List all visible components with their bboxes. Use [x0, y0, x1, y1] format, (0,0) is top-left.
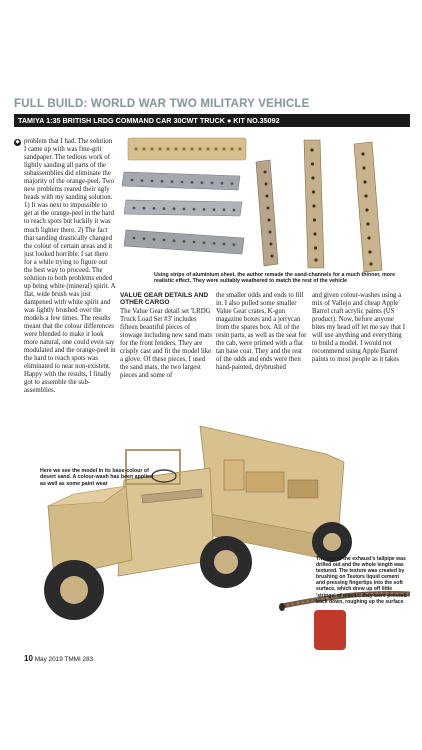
sand-channels-photo — [120, 132, 410, 285]
sand-mat-strip — [128, 138, 246, 160]
kit-info-bar: TAMIYA 1:35 BRITISH LRDG COMMAND CAR 30CWT TRUCK ● KIT NO.35092 — [14, 114, 410, 127]
weathered-channel-3 — [354, 142, 382, 272]
weathered-channel-1 — [256, 160, 278, 266]
article-series-title: FULL BUILD: WORLD WAR TWO MILITARY VEHICLE — [14, 98, 310, 110]
body-text-col4: and given colour-washes using a mix of Vallejo and cheap Apple Barrel craft acrylic paints (US product). Now, before anyone bites my head off let me say that I will use anything and everything to build a model. I would not recommend using Apple Barrel paints to most people as it takes — [312, 292, 405, 364]
truck-body — [48, 426, 344, 578]
body-text-col2: The Value Gear detail set 'LRDG Truck Load Set #3' includes fifteen beautiful pieces of stowage including new sand mats for the front fenders. They are crisply cast and fit the model like a glove. Of these pieces, I used the sand mats, the two largest pieces and some of — [120, 307, 212, 380]
weathered-channel-2 — [304, 140, 324, 268]
body-text-col3: the smaller odds and ends to fill in. I also pulled some smaller Value Gear crates, K-gun magazine boxes and a jerrycan from the spares box. All of the resin parts, as well as the seat for the cab, were primed with a flat tan base coat. They and the rest of the odds and ends were then hand-painted, drybrushed — [216, 292, 307, 372]
section-heading-value-gear: VALUE GEAR DETAILS AND OTHER CARGO — [120, 292, 209, 307]
photo-caption-base-colour: Here we see the model in its base-colour of desert sand. A colour-wash has been applied as well as some paint wear — [40, 468, 154, 487]
continuation-bullet-icon: ◆ — [15, 139, 20, 145]
truck-wheel-front — [44, 560, 104, 620]
aluminium-strip-2 — [124, 200, 242, 216]
aluminium-strip-1 — [122, 172, 240, 190]
truck-model-photo — [14, 410, 410, 650]
body-text-col1: problem that I had. The solution I came up with was fine-grit sandpaper. The tedious work of lightly sanding all parts of the subassemblies did eliminate the majority of the orange-peel. Two new problems reared their ugly heads with my sanding solution. 1) It was next to impossible to get at the orange-peel in the hard to reach spots but luckily it was much lighter there. 2) The fact that sanding drastically changed the colour of certain areas and it just looked horrible. I sat there for a while trying to figure out the best way to proceed. The solution to both problems ended up being white (mineral) spirit. A flat, wide brush was just dampened with white spirit and was lightly brushed over the models a few times. The results meant that the colour differences were blended to make it look more natural, one could even say modulated and the orange-peel in the hard to reach spots was eliminated to near non-existent. Happy with the results, I finally got to assemble the sub-assemblies. — [24, 138, 116, 395]
issue-info: May 2019 TMMI 283 — [34, 656, 94, 663]
page-number: 10 — [24, 654, 33, 663]
photo-caption-sand-channels: Using strips of aluminium sheet, the author remade the sand-channels for a much thinner, more realistic effect. They were suitably weathered to match the rest of the vehicle — [154, 272, 396, 285]
page-footer — [24, 654, 93, 663]
photo-caption-exhaust: The end of the exhaust's tailpipe was drilled out and the whole length was textured. The texture was created by brushing on Testors liquid cement and pressing fingertips into the soft surface, which drew up off little 'strings' of plastic; they were pressed back down, roughing up the surface — [316, 556, 407, 605]
truck-wheel-rear — [200, 536, 252, 588]
aluminium-strip-3 — [124, 230, 244, 254]
